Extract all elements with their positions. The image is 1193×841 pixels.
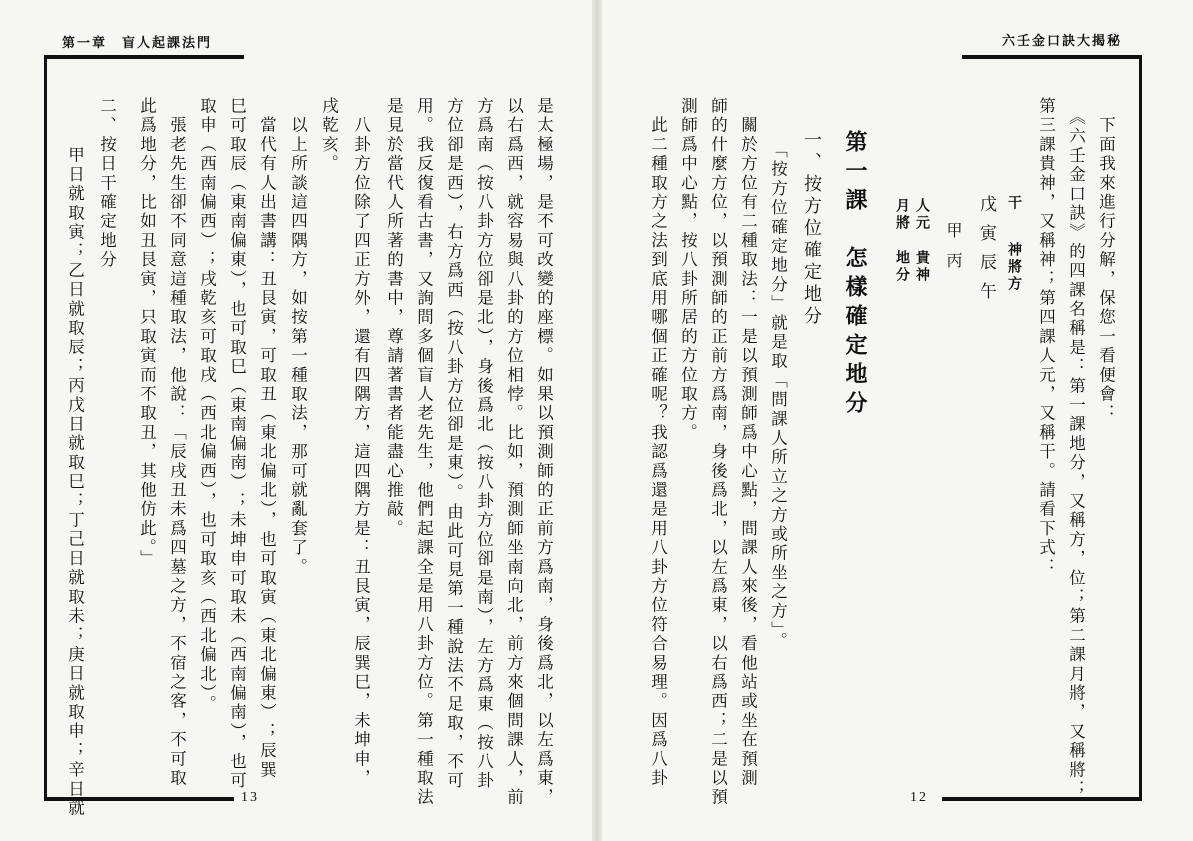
left-header-rule	[44, 55, 244, 59]
body-column: 「按方位確定地分」就是取「問課人所立之方或所坐之方」。	[768, 130, 788, 652]
left-running-header: 第一章 盲人起課法門	[62, 36, 213, 51]
left-column: 巳可取辰（東南偏東），也可取巳（東南偏南）；未坤申可取未（西南偏南），也可	[227, 97, 247, 791]
left-column: 用。我反復看古書，又詢問多個盲人老先生，他們起課全是用八卦方位。第一種取法	[414, 97, 434, 808]
left-column: 方位卻是西），右方爲西（按八卦方位卻是東）。由此可見第一種說法不足取，不可	[444, 97, 464, 791]
diagram-label: 人元	[914, 198, 930, 232]
body-column: 此二種取方之法到底用哪個正確呢？我認爲還是用八卦方位符合易理。因爲八卦	[648, 97, 668, 789]
left-margin-rule	[44, 55, 47, 800]
body-column: 測師爲中心點，按八卦所居的方位取方。	[678, 97, 698, 443]
diagram-cell: 神	[1006, 242, 1022, 259]
right-page	[597, 0, 1193, 841]
left-section-heading: 二、按日干確定地分	[97, 97, 117, 270]
diagram-label: 地分	[894, 250, 910, 284]
section-heading: 一、按方位確定地分	[801, 130, 822, 328]
right-footer-rule	[942, 797, 1142, 801]
left-column: 以右爲西，就容易與八卦的方位相悖。比如，預測師坐南向北，前方來個問課人，前	[504, 97, 524, 808]
diagram-label: 貴神	[914, 250, 930, 284]
diagram-cell: 將	[1006, 259, 1022, 276]
left-column: 是太極場，是不可改變的座標。如果以預測師的正前方爲南，身後爲北，以左爲東，	[534, 97, 554, 808]
diagram-cell: 干	[1006, 195, 1022, 212]
right-running-header: 六壬金口訣大揭秘	[1002, 34, 1123, 49]
diagram-cell: 丙	[944, 252, 963, 282]
intro-column: 第三課貴神，又稱神；第四課人元，又稱干。請看下式：	[1036, 97, 1056, 577]
left-column: 此爲地分，比如丑艮寅，只取寅而不取丑，其他仿此。」	[137, 97, 157, 569]
right-page-number: 12	[910, 790, 928, 805]
right-header-rule	[962, 55, 1142, 59]
diagram-cell: 寅	[976, 224, 996, 253]
left-column: 張老先生卻不同意這種取法，他說：「辰戌丑未爲四墓之方，不宿之客，不可取	[167, 97, 187, 789]
left-page-number: 13	[241, 790, 259, 805]
left-column: 以上所談這四隅方，如按第一種取法，那可就亂套了。	[288, 97, 308, 577]
intro-column: 下面我來進行分解，保您一看便會：	[1096, 97, 1116, 424]
diagram-column	[977, 195, 994, 311]
diagram-column	[945, 222, 961, 282]
left-column: 方爲南（按八卦方位卻是北），身後爲北（按八卦方位卻是南），左方爲東（按八卦	[474, 97, 494, 791]
diagram-cell: 甲	[944, 222, 963, 252]
diagram-cell: 辰	[976, 253, 996, 282]
diagram-cell: 午	[976, 282, 996, 311]
left-column: 戌乾亥。	[319, 97, 339, 174]
diagram-cell: 方	[1006, 276, 1022, 293]
left-column: 當代有人出書講：丑艮寅，可取丑（東北偏北），也可取寅（東北偏東）；辰巽	[257, 97, 277, 780]
left-column: 是見於當代人所著的書中，尊請著書者能盡心推敲。	[384, 97, 404, 539]
body-column: 關於方位有二種取法：一是以預測師爲中心點，問課人來後，看他站或坐在預測	[738, 97, 758, 789]
left-column: 甲日就取寅；乙日就取辰；丙戊日就取巳；丁己日就取未；庚日就取申；辛日就	[65, 127, 85, 819]
left-column: 八卦方位除了四正方外，還有四隅方，這四隅方是：丑艮寅，辰巽巳，未坤申，	[351, 97, 371, 789]
diagram-cell: 戊	[976, 195, 996, 224]
diagram-label: 月將	[894, 198, 910, 232]
left-page	[0, 0, 596, 841]
diagram-column	[1007, 195, 1021, 293]
body-column: 師的什麼方位，以預測師的正前方爲南，身後爲北，以左爲東，以右爲西；二是以預	[708, 97, 728, 808]
lesson-title: 第一課 怎樣確定地分	[842, 130, 868, 420]
intro-column: 《六壬金口訣》的四課名稱是：第一課地分，又稱方，位；第二課月將，又稱將；	[1066, 97, 1086, 800]
left-column: 取申（西南偏西）；戌乾亥可取戌（西北偏西），也可取亥（西北偏北）。	[197, 97, 217, 715]
right-margin-rule	[1139, 55, 1142, 800]
